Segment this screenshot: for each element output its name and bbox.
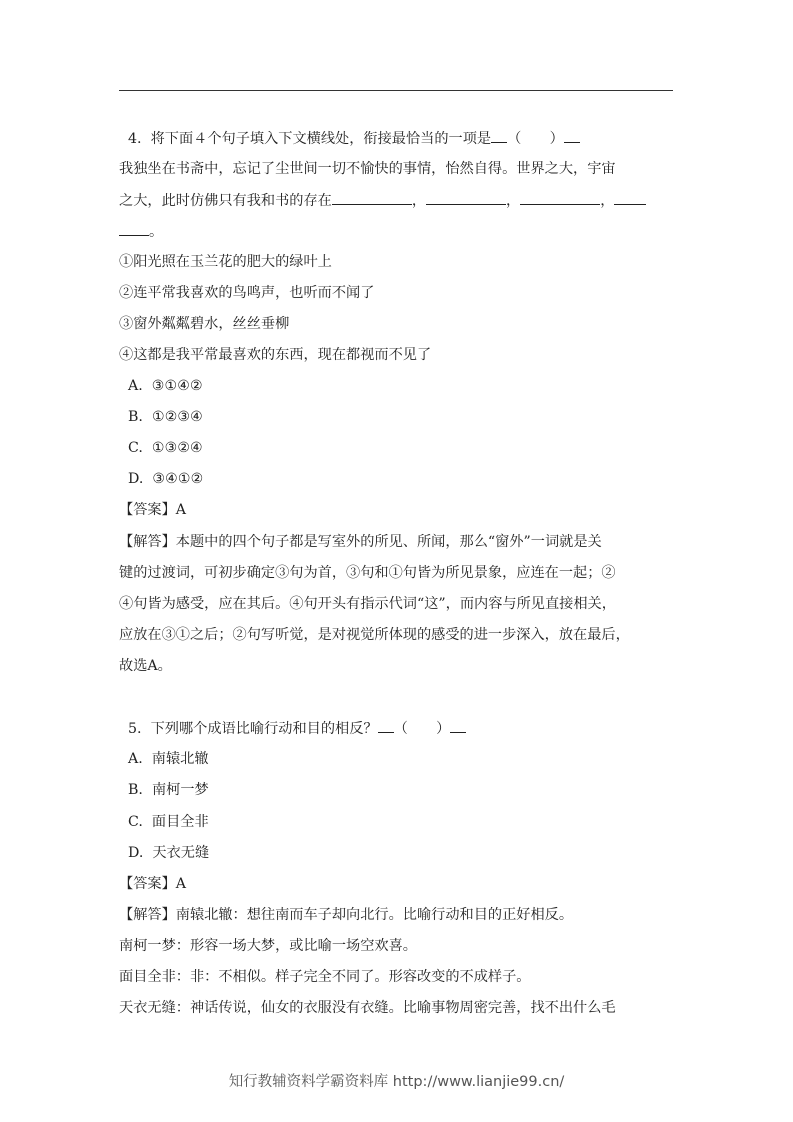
answer-value: A [175, 502, 187, 518]
option-letter: B. [128, 409, 143, 425]
explanation-line: 南柯一梦：形容一场大梦，或比喻一场空欢喜。 [119, 938, 417, 954]
answer-blank [450, 718, 466, 733]
option-text: 面目全非 [151, 814, 209, 830]
comma: ， [411, 193, 427, 209]
question-number: 4. [128, 131, 142, 147]
explanation-line: ④句皆为感受，应在其后。④句开头有指示代词“这”，而内容与所见直接相关， [119, 596, 616, 612]
passage-line [119, 221, 163, 242]
option-a [128, 376, 203, 396]
sentence-item: ④这都是我平常最喜欢的东西，现在都视而不见了 [119, 347, 432, 363]
question-number: 5. [128, 721, 142, 737]
end-mark: 。 [149, 224, 164, 240]
option-d [128, 469, 203, 489]
option-c [128, 812, 209, 832]
option-text: ③①④② [151, 378, 203, 394]
comma: ， [600, 193, 615, 209]
option-text: 天衣无缝 [152, 845, 210, 861]
answer-label: 【答案】 [119, 502, 176, 518]
passage-text: 之大，此时仿佛只有我和书的存在 [119, 193, 332, 209]
option-text: ①③②④ [151, 440, 203, 456]
paren: （ ） [507, 131, 564, 147]
question-text: 将下面４个句子填入下文横线处，衔接最恰当的一项是 [150, 131, 492, 147]
answer-blank [378, 718, 394, 733]
option-c [128, 438, 203, 458]
sentence-item: ①阳光照在玉兰花的肥大的绿叶上 [119, 254, 332, 270]
comma: ， [506, 193, 521, 209]
fill-blank [119, 221, 149, 236]
header-rule [119, 90, 673, 91]
question-5-stem [128, 718, 466, 739]
fill-blank [426, 190, 506, 205]
paren: （ ） [393, 721, 451, 737]
option-letter: D. [128, 471, 144, 487]
answer-line [119, 500, 186, 520]
question-4-stem [128, 128, 580, 149]
answer-blank [564, 128, 580, 143]
answer-label: 【答案】 [119, 876, 176, 892]
option-text: 南柯一梦 [151, 782, 209, 798]
sentence-item: ②连平常我喜欢的鸟鸣声，也听而不闻了 [119, 285, 375, 301]
footer-watermark: 知行教辅资料学霸资料库 http://www.lianjie99.cn/ [228, 1074, 565, 1090]
explanation-line: 面目全非：非：不相似。样子完全不同了。形容改变的不成样子。 [119, 969, 531, 985]
option-b [128, 407, 203, 427]
answer-blank [491, 128, 507, 143]
explanation-line [119, 532, 602, 552]
option-letter: C. [128, 440, 143, 456]
answer-value: A [175, 876, 187, 892]
option-d [128, 843, 209, 863]
option-letter: A. [128, 751, 143, 767]
explanation-line: 天衣无缝：神话传说，仙女的衣服没有衣缝。比喻事物周密完善，找不出什么毛 [119, 1000, 616, 1016]
explanation-line [119, 905, 573, 925]
option-text: ①②③④ [151, 409, 203, 425]
option-letter: B. [128, 782, 143, 798]
option-text: 南辕北辙 [151, 751, 209, 767]
passage-line: 我独坐在书斋中，忘记了尘世间一切不愉快的事情，怡然自得。世界之大，宇宙 [119, 161, 616, 177]
fill-blank [520, 190, 600, 205]
question-text: 下列哪个成语比喻行动和目的相反？ [150, 721, 378, 737]
fill-blank [614, 190, 646, 205]
explanation-text: 南辕北辙：想往南而车子却向北行。比喻行动和目的正好相反。 [175, 907, 574, 923]
fill-blank [332, 190, 412, 205]
answer-line [119, 874, 186, 894]
explanation-label: 【解答】 [119, 534, 176, 550]
option-text: ③④①② [152, 471, 204, 487]
sentence-item: ③窗外粼粼碧水，丝丝垂柳 [119, 316, 290, 332]
explanation-text: 本题中的四个句子都是写室外的所见、所闻，那么“窗外”一词就是关 [175, 534, 602, 550]
explanation-line: 键的过渡词，可初步确定③句为首，③句和①句皆为所见景象，应连在一起；② [119, 565, 616, 581]
option-letter: A. [128, 378, 143, 394]
option-b [128, 780, 209, 800]
passage-line [119, 190, 646, 211]
explanation-label: 【解答】 [119, 907, 176, 923]
option-a [128, 749, 209, 769]
option-letter: D. [128, 845, 144, 861]
option-letter: C. [128, 814, 143, 830]
explanation-line: 故选A。 [119, 658, 172, 674]
explanation-line: 应放在③①之后；②句写听觉，是对视觉所体现的感受的进一步深入，放在最后， [119, 627, 630, 643]
